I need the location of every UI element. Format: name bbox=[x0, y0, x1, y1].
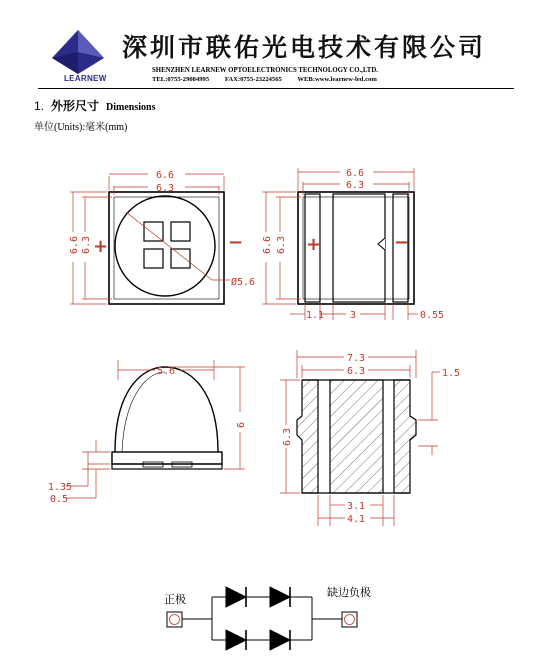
learnew-logo-icon bbox=[52, 30, 104, 74]
header-divider bbox=[38, 88, 514, 89]
side-view bbox=[112, 367, 222, 469]
right-left-outer-label: 6.6 bbox=[262, 235, 273, 254]
side-h1-label: 1.35 bbox=[48, 482, 73, 493]
section-number: 1. bbox=[34, 99, 45, 113]
left-inner-label: 6.3 bbox=[81, 235, 92, 254]
right-left-inner-label: 6.3 bbox=[276, 235, 287, 254]
bottom-c-label: 0.55 bbox=[420, 310, 445, 321]
back-top-inner-label: 6.3 bbox=[347, 366, 366, 377]
company-name-cn: 深圳市联佑光电技术有限公司 bbox=[122, 33, 487, 62]
back-left-label: 6.3 bbox=[282, 427, 293, 446]
right-top-outer-label: 6.6 bbox=[346, 168, 365, 179]
company-name-en: SHENZHEN LEARNEW OPTOELECTRONICS TECHNOLOGY CO.,LTD. bbox=[152, 67, 378, 74]
logo-text: LEARNEW bbox=[64, 74, 107, 83]
tel: TEL:0755-29084995 bbox=[152, 76, 210, 83]
right-top-inner-label: 6.3 bbox=[346, 180, 365, 191]
section-heading bbox=[34, 97, 155, 114]
fax: FAX:0755-23224565 bbox=[224, 76, 282, 83]
cathode-label: 缺边负极 bbox=[327, 586, 371, 599]
section-title-cn: 外形尺寸 bbox=[51, 99, 100, 113]
bottom-b-label: 3 bbox=[350, 310, 357, 321]
side-height-label: 6 bbox=[236, 421, 247, 428]
side-h2-label: 0.5 bbox=[50, 494, 69, 505]
back-top-outer-label: 7.3 bbox=[347, 353, 366, 364]
plus-sign: + bbox=[93, 236, 109, 257]
top-inner-label: 6.3 bbox=[156, 183, 175, 194]
website: WEB:www.learnew-led.com bbox=[297, 76, 377, 83]
back-bottom-b-label: 4.1 bbox=[347, 514, 366, 525]
section-title-en: Dimensions bbox=[106, 102, 156, 113]
back-right-label: 1.5 bbox=[442, 368, 461, 379]
right-minus-sign: − bbox=[394, 232, 410, 253]
minus-sign: − bbox=[228, 232, 244, 253]
side-view-dims bbox=[66, 360, 245, 498]
right-plus-sign: + bbox=[306, 234, 322, 255]
top-outer-label: 6.6 bbox=[156, 170, 175, 181]
bottom-a-label: 1.1 bbox=[306, 310, 325, 321]
left-outer-label: 6.6 bbox=[69, 235, 80, 254]
anode-label: 正极 bbox=[164, 593, 186, 606]
back-bottom-a-label: 3.1 bbox=[347, 501, 366, 512]
section-view bbox=[297, 380, 416, 493]
side-top-label: 5.6 bbox=[157, 366, 176, 377]
contact-line bbox=[152, 76, 391, 83]
diameter-label: Ø5.6 bbox=[231, 277, 256, 288]
top-view bbox=[109, 192, 224, 304]
units-note: 单位(Units):毫米(mm) bbox=[34, 122, 128, 133]
